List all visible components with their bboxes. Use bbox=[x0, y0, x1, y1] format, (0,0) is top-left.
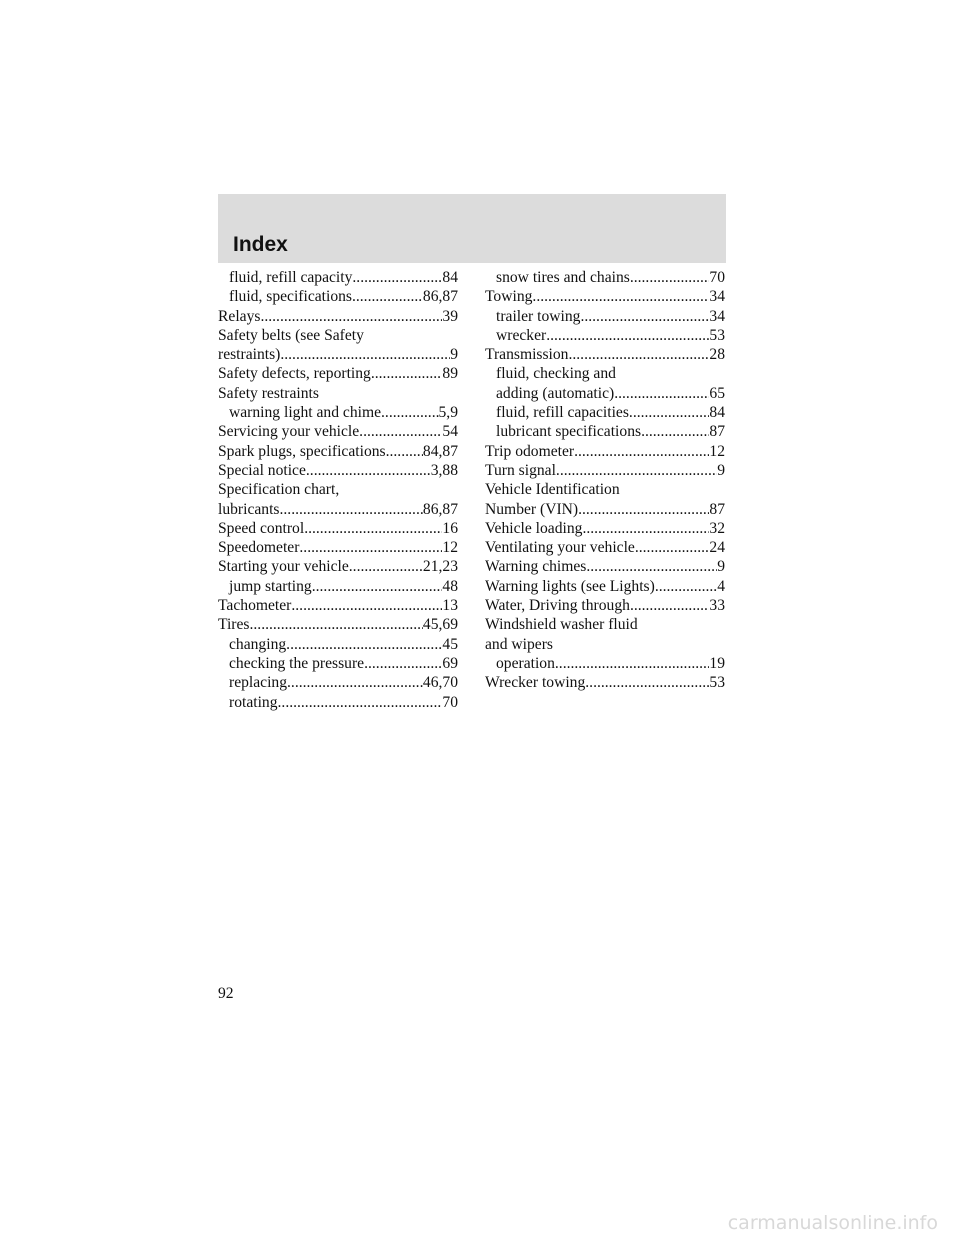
index-entry-page: 54 bbox=[442, 423, 458, 441]
dot-leader bbox=[260, 307, 442, 326]
dot-leader bbox=[352, 268, 442, 287]
index-entry-text: Trip odometer bbox=[485, 442, 575, 460]
dot-leader bbox=[546, 326, 709, 345]
index-entry-text: warning light and chime bbox=[229, 404, 382, 422]
index-entry-text: Vehicle Identification bbox=[485, 481, 620, 499]
index-entry bbox=[218, 596, 458, 615]
index-entry-page: 34 bbox=[709, 307, 725, 325]
index-entry-page: 9 bbox=[450, 346, 458, 364]
index-entry bbox=[218, 635, 458, 654]
index-entry-page: 19 bbox=[709, 654, 725, 672]
index-entry bbox=[218, 538, 458, 557]
dot-leader bbox=[580, 307, 709, 326]
index-entry bbox=[485, 557, 725, 576]
index-entry-text: Safety restraints bbox=[218, 384, 319, 402]
index-entry-text: Relays bbox=[218, 307, 261, 325]
index-entry-page: 34 bbox=[709, 288, 725, 306]
index-entry-page: 86,87 bbox=[422, 288, 458, 306]
index-entry-text: Special notice bbox=[218, 461, 306, 479]
index-entry bbox=[218, 615, 458, 634]
index-entry-text: Tires bbox=[218, 616, 250, 634]
index-entry-page: 89 bbox=[442, 365, 458, 383]
index-entry-text: snow tires and chains bbox=[496, 269, 630, 286]
index-entry-page: 70 bbox=[709, 269, 725, 286]
dot-leader bbox=[585, 673, 709, 692]
index-entry bbox=[485, 307, 725, 326]
index-entry-page: 45,69 bbox=[422, 616, 458, 634]
section-header bbox=[218, 194, 726, 263]
index-entry-page: 45 bbox=[442, 635, 458, 653]
index-entry-page: 53 bbox=[709, 674, 725, 692]
index-entry-text: Warning chimes bbox=[485, 558, 587, 576]
index-entry-text: Transmission bbox=[485, 346, 569, 364]
index-entry bbox=[218, 403, 458, 422]
dot-leader bbox=[304, 519, 442, 538]
index-entry bbox=[218, 287, 458, 306]
dot-leader bbox=[556, 461, 717, 480]
index-entry-page: 32 bbox=[709, 519, 725, 537]
index-entry-text: adding (automatic) bbox=[496, 384, 615, 402]
index-entry-page: 48 bbox=[442, 577, 458, 595]
dot-leader bbox=[299, 538, 442, 557]
index-entry bbox=[485, 635, 725, 654]
dot-leader bbox=[641, 422, 709, 441]
index-entry bbox=[485, 654, 725, 673]
index-entry-text: changing bbox=[229, 635, 287, 653]
index-entry-text: Spark plugs, specifications bbox=[218, 442, 386, 460]
index-entry bbox=[218, 442, 458, 461]
index-entry bbox=[218, 461, 458, 480]
index-entry-text: Water, Driving through bbox=[485, 597, 630, 615]
index-entry-page: 39 bbox=[442, 307, 458, 325]
index-entry bbox=[218, 345, 458, 364]
page-number: 92 bbox=[218, 985, 234, 1002]
index-entry bbox=[218, 268, 458, 287]
index-entry-page: 87 bbox=[709, 423, 725, 441]
dot-leader bbox=[568, 345, 709, 364]
index-entry-page: 28 bbox=[709, 346, 725, 364]
index-entry bbox=[485, 673, 725, 692]
index-entry-text: Warning lights (see Lights) bbox=[485, 577, 655, 595]
index-entry-page: 9 bbox=[717, 461, 725, 479]
index-entry-text: Safety belts (see Safety bbox=[218, 326, 364, 344]
index-entry-text: and wipers bbox=[485, 635, 553, 653]
index-entry bbox=[485, 403, 725, 422]
dot-leader bbox=[578, 500, 709, 519]
index-entry bbox=[485, 500, 725, 519]
index-entry bbox=[485, 384, 725, 403]
index-entry-text: Ventilating your vehicle bbox=[485, 539, 635, 557]
index-entry-text: Towing bbox=[485, 288, 533, 306]
index-entry bbox=[485, 364, 725, 383]
dot-leader bbox=[352, 287, 423, 306]
index-entry-page: 84 bbox=[442, 269, 458, 286]
watermark: carmanualsonline.info bbox=[727, 1212, 938, 1234]
dot-leader bbox=[286, 635, 442, 654]
index-entry-text: lubricants bbox=[218, 500, 280, 518]
dot-leader bbox=[614, 384, 709, 403]
index-entry bbox=[485, 615, 725, 634]
index-entry-page: 21,23 bbox=[422, 558, 458, 576]
index-entry bbox=[485, 596, 725, 615]
index-entry bbox=[218, 654, 458, 673]
index-entry-text: fluid, specifications bbox=[229, 288, 352, 306]
index-entry-page: 16 bbox=[442, 519, 458, 537]
dot-leader bbox=[250, 615, 423, 634]
dot-leader bbox=[278, 693, 443, 712]
index-entry-text: replacing bbox=[229, 674, 288, 692]
index-entry-page: 3,88 bbox=[430, 461, 458, 479]
index-entry-page: 4 bbox=[717, 577, 725, 595]
index-entry bbox=[218, 364, 458, 383]
index-entry-text: fluid, refill capacities bbox=[496, 404, 629, 422]
index-entry-page: 33 bbox=[709, 597, 725, 615]
index-entry bbox=[485, 577, 725, 596]
index-entry-text: Number (VIN) bbox=[485, 500, 579, 518]
index-entry-page: 12 bbox=[709, 442, 725, 460]
dot-leader bbox=[312, 577, 443, 596]
dot-leader bbox=[291, 596, 442, 615]
index-entry bbox=[485, 345, 725, 364]
dot-leader bbox=[629, 403, 709, 422]
dot-leader bbox=[532, 287, 709, 306]
index-entry-text: operation bbox=[496, 654, 555, 672]
index-entry bbox=[485, 326, 725, 345]
dot-leader bbox=[364, 654, 442, 673]
dot-leader bbox=[371, 364, 443, 383]
dot-leader bbox=[555, 654, 710, 673]
dot-leader bbox=[359, 422, 442, 441]
index-entry-page: 9 bbox=[717, 558, 725, 576]
index-entry-page: 70 bbox=[442, 693, 458, 711]
index-entry bbox=[485, 268, 725, 287]
index-entry-text: checking the pressure bbox=[229, 654, 365, 672]
index-entry-text: restraints) bbox=[218, 346, 281, 364]
index-column-left bbox=[218, 268, 458, 712]
index-entry-text: wrecker bbox=[496, 326, 547, 344]
index-entry-text: Turn signal bbox=[485, 461, 556, 479]
dot-leader bbox=[306, 461, 431, 480]
index-entry bbox=[485, 519, 725, 538]
index-entry bbox=[218, 693, 458, 712]
index-entry bbox=[485, 287, 725, 306]
index-entry-page: 84 bbox=[709, 404, 725, 422]
index-entry bbox=[485, 461, 725, 480]
dot-leader bbox=[582, 519, 709, 538]
index-entry bbox=[218, 480, 458, 499]
index-entry bbox=[485, 422, 725, 441]
dot-leader bbox=[635, 538, 710, 557]
dot-leader bbox=[655, 577, 717, 596]
index-entry-text: Speed control bbox=[218, 519, 305, 537]
index-entry-page: 12 bbox=[442, 539, 458, 557]
index-entry-text: Windshield washer fluid bbox=[485, 616, 638, 634]
dot-leader bbox=[287, 673, 423, 692]
index-entry-text: Servicing your vehicle bbox=[218, 423, 360, 441]
index-entry-text: fluid, checking and bbox=[496, 365, 616, 383]
index-entry-page: 65 bbox=[709, 384, 725, 402]
index-entry bbox=[218, 557, 458, 576]
dot-leader bbox=[386, 442, 423, 461]
dot-leader bbox=[586, 557, 717, 576]
index-entry bbox=[485, 442, 725, 461]
dot-leader bbox=[349, 557, 423, 576]
index-entry-page: 86,87 bbox=[422, 500, 458, 518]
index-entry-text: jump starting bbox=[229, 577, 312, 595]
index-entry-text: Specification chart, bbox=[218, 481, 340, 499]
index-entry-page: 13 bbox=[442, 597, 458, 615]
dot-leader bbox=[381, 403, 438, 422]
section-title: Index bbox=[233, 233, 288, 256]
index-entry-page: 53 bbox=[709, 326, 725, 344]
index-entry-page: 24 bbox=[709, 539, 725, 557]
index-entry-text: Starting your vehicle bbox=[218, 558, 349, 576]
index-entry-page: 87 bbox=[709, 500, 725, 518]
index-entry-text: Tachometer bbox=[218, 597, 292, 615]
index-entry-text: Safety defects, reporting bbox=[218, 365, 371, 383]
index-entry bbox=[485, 538, 725, 557]
index-entry-page: 69 bbox=[442, 654, 458, 672]
index-column-right bbox=[485, 268, 725, 693]
dot-leader bbox=[280, 345, 450, 364]
index-entry bbox=[218, 577, 458, 596]
index-entry-text: Speedometer bbox=[218, 539, 300, 557]
dot-leader bbox=[574, 442, 709, 461]
index-entry bbox=[218, 307, 458, 326]
index-entry-text: trailer towing bbox=[496, 307, 581, 325]
index-entry bbox=[218, 422, 458, 441]
index-entry bbox=[218, 500, 458, 519]
index-entry bbox=[218, 384, 458, 403]
dot-leader bbox=[280, 500, 423, 519]
index-entry-text: rotating bbox=[229, 693, 278, 711]
index-entry-page: 46,70 bbox=[422, 674, 458, 692]
index-entry-text: Vehicle loading bbox=[485, 519, 583, 537]
index-entry bbox=[218, 519, 458, 538]
dot-leader bbox=[630, 268, 710, 287]
index-entry bbox=[485, 480, 725, 499]
index-entry-text: lubricant specifications bbox=[496, 423, 642, 441]
index-entry bbox=[218, 326, 458, 345]
dot-leader bbox=[630, 596, 709, 615]
index-entry-text: Wrecker towing bbox=[485, 674, 586, 692]
index-entry bbox=[218, 673, 458, 692]
index-entry-page: 84,87 bbox=[422, 442, 458, 460]
index-entry-page: 5,9 bbox=[438, 404, 458, 422]
index-entry-text: fluid, refill capacity bbox=[229, 269, 353, 286]
